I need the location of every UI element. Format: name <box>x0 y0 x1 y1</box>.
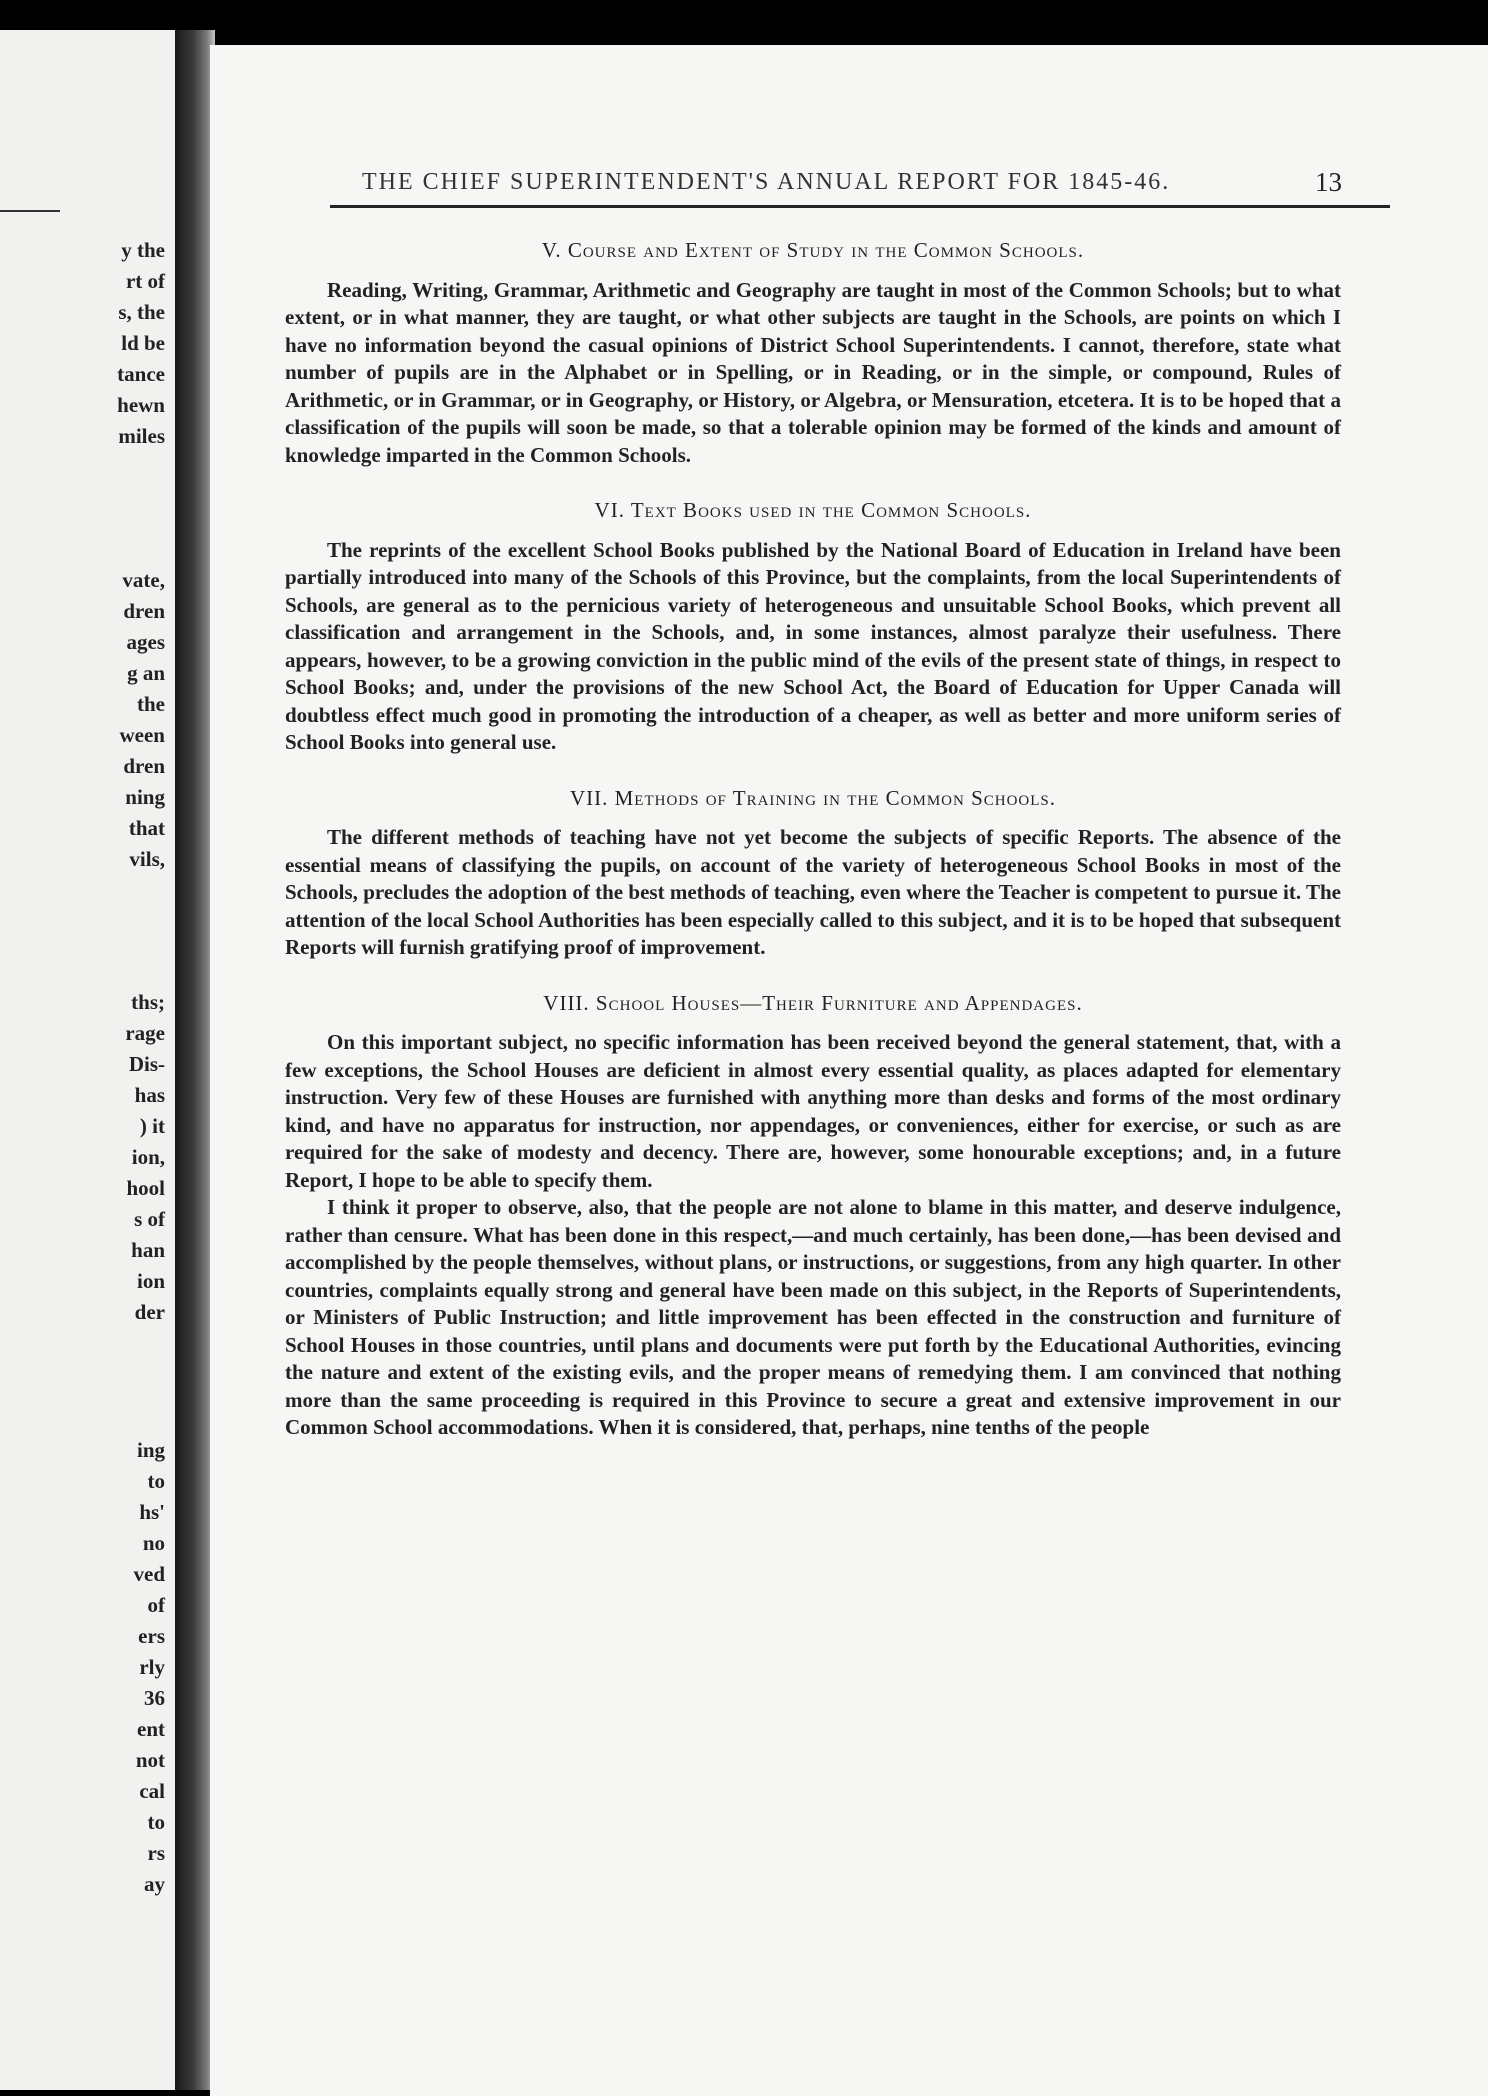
left-fragment-line: tance <box>117 362 165 386</box>
book-gutter <box>175 30 215 2090</box>
left-page-rule <box>0 210 60 212</box>
body-paragraph: The different methods of teaching have not yet become the subjects of specific Reports. The absence of the essential means of classifying the pupils, on account of the variety of heterogeneous School Books in most of the Schools, precludes the adoption of the best methods of teaching, even where the Teacher is competent to pursue it. The attention of the local School Authorities has been especially called to this subject, and it is to be hoped that subsequent Reports will furnish gratifying proof of improvement. <box>285 825 1341 959</box>
section-heading: VII. Methods of Training in the Common Schools. <box>569 785 1057 810</box>
left-fragment-line: to <box>147 1469 165 1493</box>
left-fragment-line: dren <box>123 599 165 623</box>
section-heading: VI. Text Books used in the Common Schools. <box>594 498 1032 522</box>
left-fragment-line: the <box>137 692 165 716</box>
left-fragment-line: ent <box>137 1717 165 1741</box>
page-right <box>210 45 1488 2096</box>
left-fragment-line: ay <box>144 1872 165 1896</box>
left-fragment-line: ) it <box>139 1114 165 1138</box>
left-fragment-block-1 <box>117 235 165 452</box>
left-fragment-line: rs <box>147 1841 165 1865</box>
facing-page-left <box>0 30 175 2090</box>
body-paragraph: The reprints of the excellent School Books published by the National Board of Education in Ireland have been partially introduced into many of the Schools of this Province, but the complaints, from the local Superintendents of Schools, are general as to the pernicious variety of heterogeneous and unsuitable School Books, which prevent all classification and arrangement in the Schools, and, in some instances, almost paralyze their usefulness. There appears, however, to be a growing conviction in the public mind of the evils of the present state of things, in respect to School Books; and, under the provisions of the new School Act, the Board of Education for Upper Canada will doubtless effect much good in promoting the introduction of a cheaper, as well as better and more uniform series of School Books into general use. <box>285 537 1341 754</box>
section-heading: VIII. School Houses—Their Furniture and Appendages. <box>543 990 1083 1015</box>
left-fragment-line: dren <box>123 754 165 778</box>
left-fragment-line: s, the <box>118 300 165 324</box>
left-fragment-line: vate, <box>122 568 165 592</box>
left-fragment-line: y the <box>121 238 165 262</box>
left-fragment-line: 36 <box>144 1686 165 1710</box>
left-fragment-line: no <box>142 1531 165 1555</box>
left-fragment-line: der <box>134 1300 165 1324</box>
left-fragment-line: that <box>128 816 165 840</box>
page-number: 13 <box>1315 167 1342 197</box>
left-fragment-line: ning <box>125 785 165 809</box>
left-fragment-line: ing <box>136 1438 165 1462</box>
left-fragment-line: g an <box>127 661 165 685</box>
left-fragment-block-4 <box>134 1435 166 1900</box>
left-fragment-line: ers <box>138 1624 165 1648</box>
left-fragment-line: rt of <box>125 269 165 293</box>
left-fragment-line: miles <box>118 424 165 448</box>
running-header-title: THE CHIEF SUPERINTENDENT'S ANNUAL REPORT FOR 1845-46. <box>362 169 1171 195</box>
left-fragment-line: s of <box>134 1207 165 1231</box>
left-fragment-line: ths; <box>131 990 165 1014</box>
left-fragment-line: hewn <box>117 393 165 417</box>
left-fragment-line: of <box>147 1593 165 1617</box>
body-paragraph: I think it proper to observe, also, that the people are not alone to blame in this matter, and deserve indulgence, rather than censure. What has been done in this respect,—and much certainly, has been done,—has been devised and accomplished by the people themselves, without plans, or instructions, or suggestions, from any high quarter. In other countries, complaints equally strong and general have been made on this subject, in the Reports of Superintendents, or Ministers of Public Instruction; and little improvement has been effected in the construction and furniture of School Houses in those countries, until plans and documents were put forth by the Educational Authorities, evincing the nature and extent of the existing evils, and the proper means of remedying them. I am convinced that nothing more than the same proceeding is required in this Province to secure a great and extensive improvement in our Common School accommodations. When it is considered, that, perhaps, nine tenths of the people <box>285 1195 1341 1439</box>
left-fragment-line: hool <box>126 1176 165 1200</box>
left-fragment-line: han <box>131 1238 165 1262</box>
left-fragment-line: rly <box>139 1655 165 1679</box>
left-fragment-line: rage <box>125 1021 165 1045</box>
left-fragment-block-3 <box>125 987 165 1328</box>
left-fragment-line: vils, <box>129 847 165 871</box>
running-header <box>240 163 1488 207</box>
page-body <box>285 227 1341 1442</box>
body-paragraph: Reading, Writing, Grammar, Arithmetic and Geography are taught in most of the Common Schools; but to what extent, or in what manner, they are taught, or what other subjects are taught in the Schools, are points on which I have no information beyond the casual opinions of District School Superintendents. I cannot, therefore, state what number of pupils are in the Alphabet or in Spelling, or in Reading, or in the simple, or compound, Rules of Arithmetic, or in Grammar, or in Geography, or History, or Algebra, or Mensuration, etcetera. It is to be hoped that a classification of the pupils will soon be made, so that a tolerable opinion may be formed of the kinds and amount of knowledge imparted in the Common Schools. <box>285 277 1341 467</box>
body-paragraph: On this important subject, no specific information has been received beyond the general statement, that, with a few exceptions, the School Houses are deficient in almost every essential quality, as places adapted for elementary instruction. Very few of these Houses are furnished with anything more than desks and forms of the most ordinary kind, and have no apparatus for instruction, nor appendages, or conveniences, either for exercise, or such as are required for the sake of modesty and decency. There are, however, some honourable exceptions; and, in a future Report, I hope to be able to specify them. <box>285 1030 1341 1192</box>
left-fragment-line: cal <box>139 1779 165 1803</box>
left-fragment-line: ween <box>119 723 165 747</box>
left-fragment-line: not <box>135 1748 165 1772</box>
left-fragment-line: ion, <box>131 1145 165 1169</box>
left-fragment-line: to <box>147 1810 165 1834</box>
left-fragment-line: hs' <box>139 1500 165 1524</box>
left-fragment-line: ion <box>136 1269 165 1293</box>
left-fragment-line: ved <box>133 1562 165 1586</box>
left-fragment-line: Dis- <box>128 1052 165 1076</box>
left-fragment-line: ages <box>126 630 165 654</box>
left-fragment-line: has <box>134 1083 165 1107</box>
header-rule <box>330 205 1390 208</box>
left-fragment-line: ld be <box>121 331 165 355</box>
section-heading: V. Course and Extent of Study in the Common Schools. <box>541 238 1085 262</box>
left-fragment-block-2 <box>120 565 166 875</box>
